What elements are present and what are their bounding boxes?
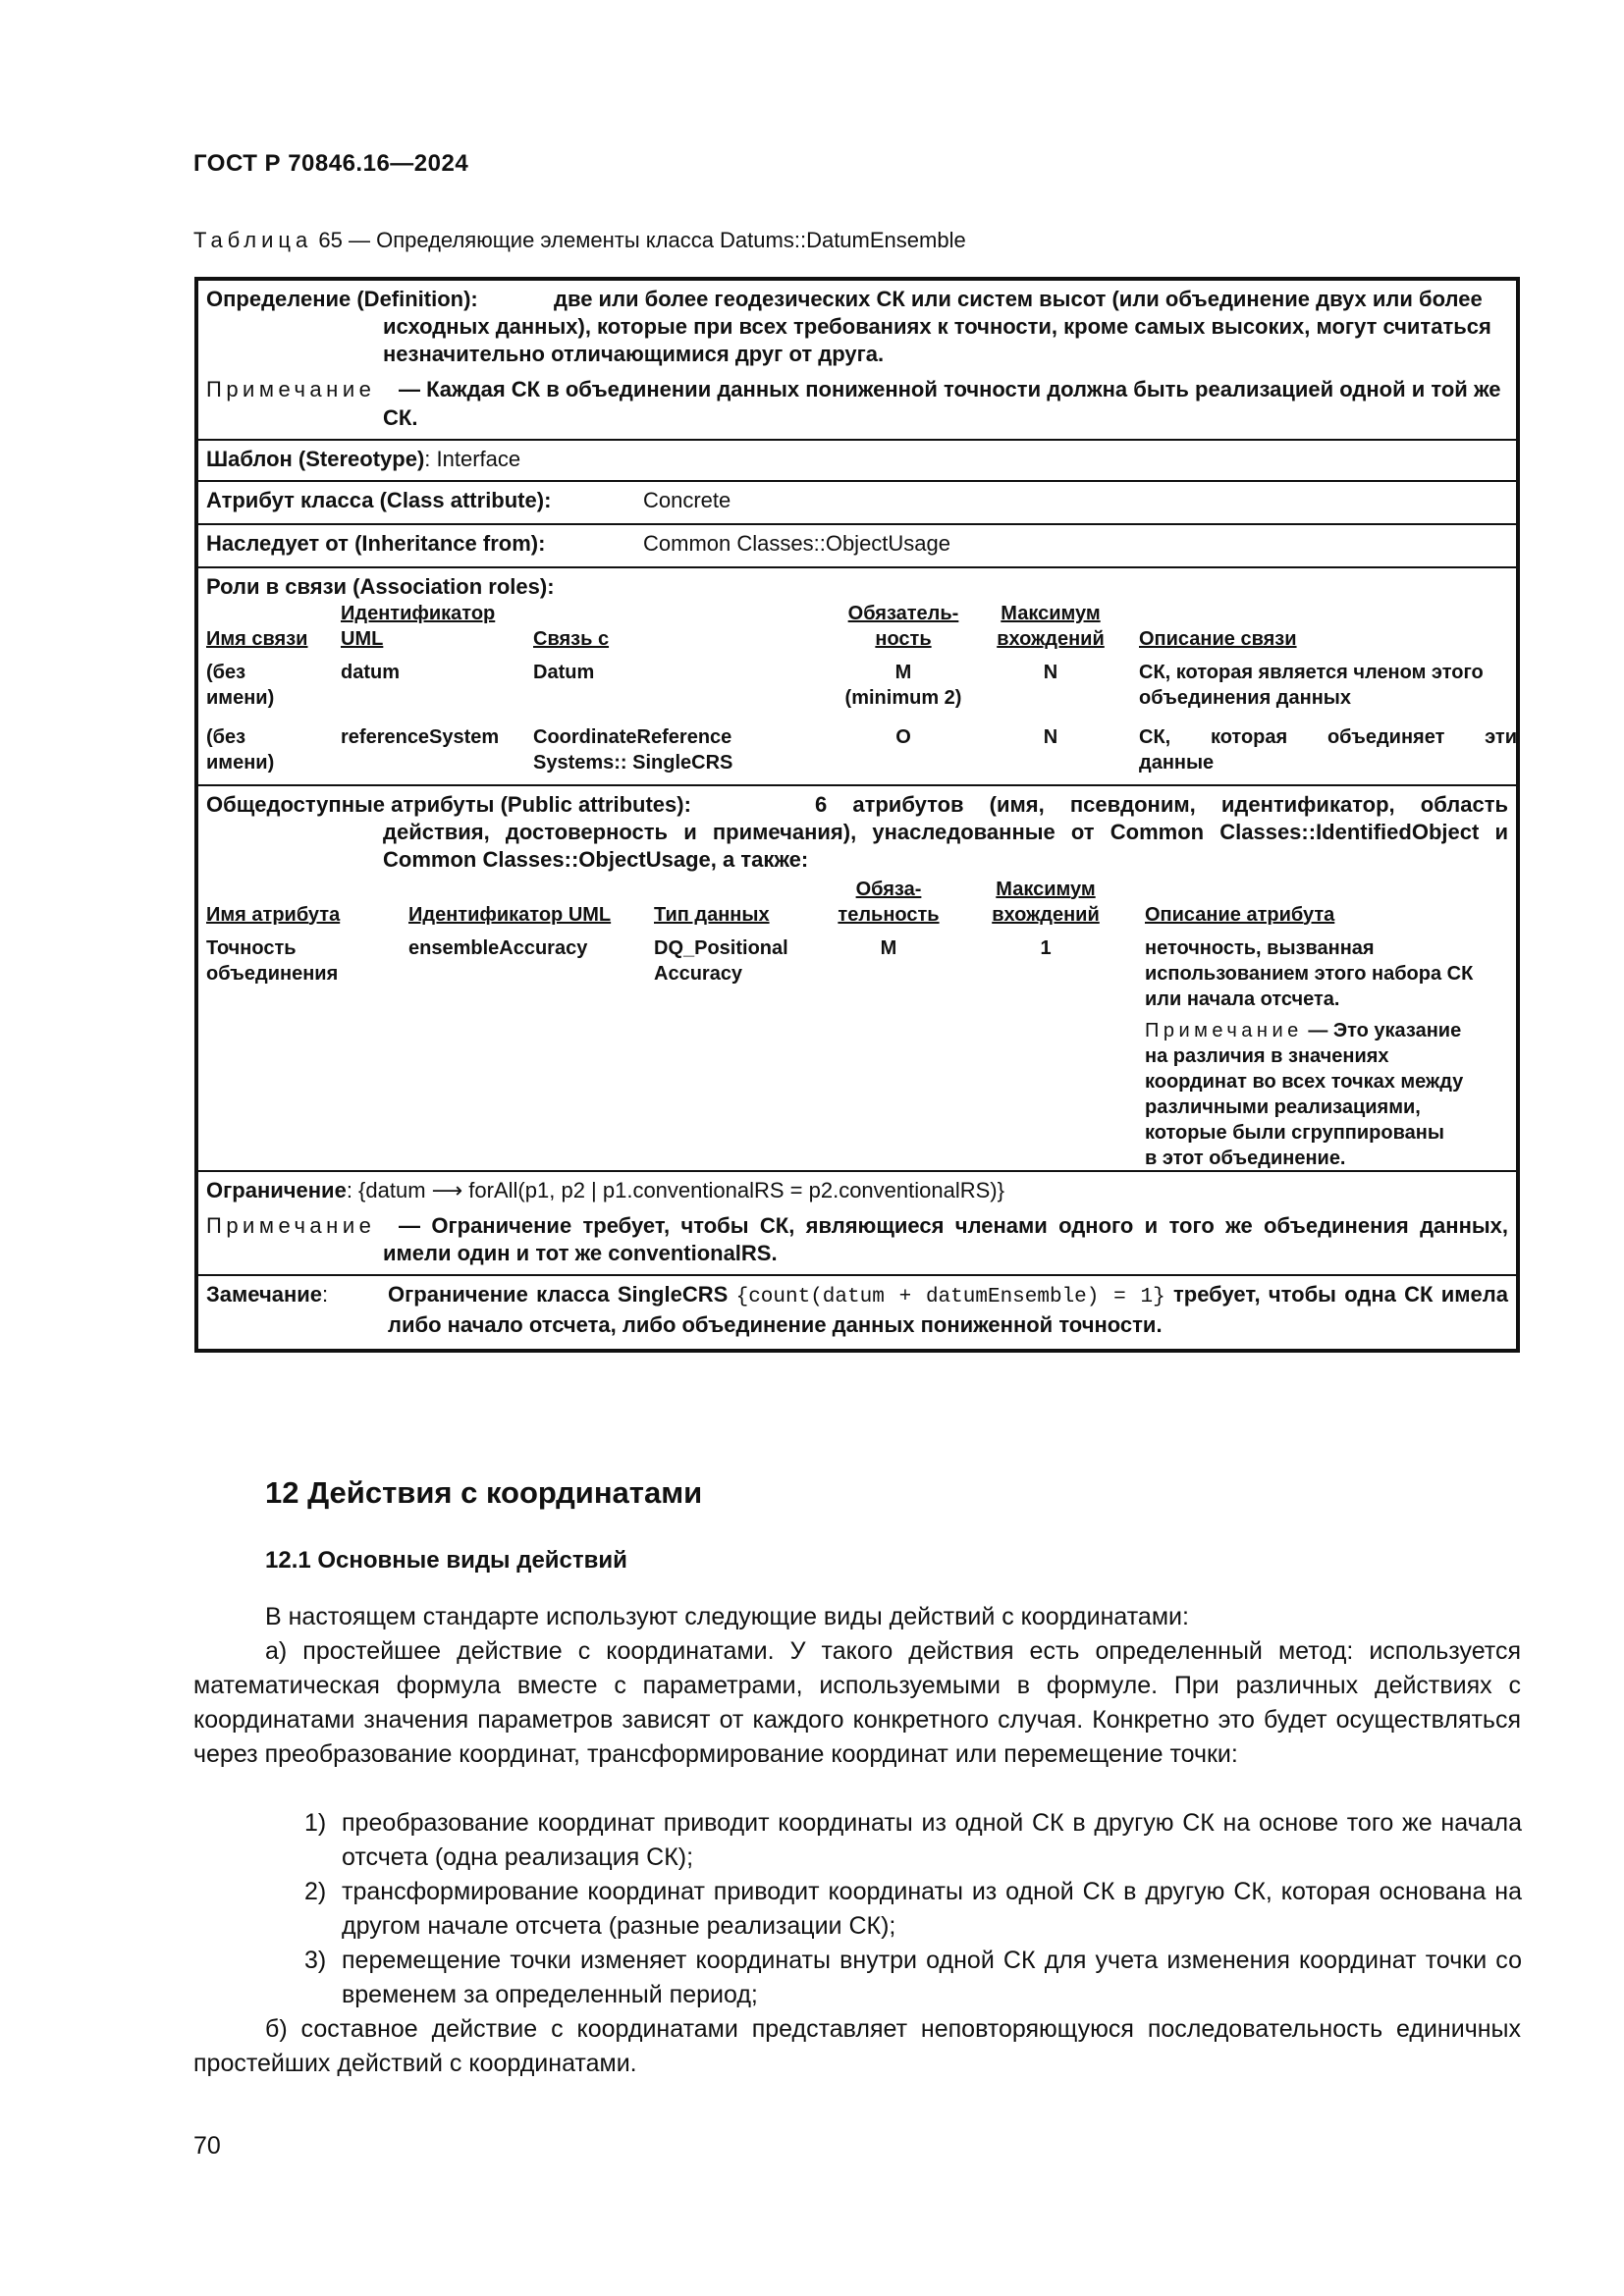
list-item-text: преобразование координат приводит координаты из одной СК в другую СК на основе того же начала отсчета (одна реализация СК);: [342, 1809, 1522, 1871]
list-item: [304, 1875, 1522, 1944]
role-max: N: [1043, 662, 1058, 684]
attrs-col-max-top: Максимум: [996, 878, 1096, 900]
constraint-text: : {datum ⟶ forAll(p1, p2 | p1.conventionalRS = p2.conventionalRS)}: [346, 1177, 1004, 1202]
roles-col-uml: UML: [341, 628, 384, 651]
public-attributes-row: [198, 784, 1516, 1169]
attrs-col-name: Имя атрибута: [206, 903, 341, 926]
role-uml: referenceSystem: [341, 726, 500, 749]
attr-note-line: на различия в значениях: [1145, 1044, 1389, 1067]
attr-uml: ensembleAccuracy: [408, 936, 588, 959]
attr-note-label: Примечание: [1145, 1019, 1303, 1041]
definition-row: [198, 281, 1516, 439]
role-name: (без: [206, 726, 246, 749]
attr-note-line: различными реализациями,: [1145, 1095, 1421, 1118]
remark-colon: :: [322, 1282, 329, 1308]
constraint-note-label: Примечание: [206, 1212, 376, 1238]
attr-desc-line: или начала отсчета.: [1145, 988, 1340, 1010]
roles-col-link: Связь с: [533, 628, 610, 651]
paragraph-b: б) составное действие с координатами представляет неповторяющуюся последовательность единичных простейших действий с координатами.: [193, 2015, 1521, 2077]
inheritance-label: Наследует от (Inheritance from):: [206, 530, 546, 556]
roles-row: [206, 660, 1508, 724]
stereotype-value: : Interface: [424, 446, 521, 471]
role-link-cont: Systems:: SingleCRS: [533, 752, 733, 774]
remark-text: [206, 1281, 1508, 1339]
section-title: 12 Действия с координатами: [265, 1475, 703, 1510]
role-desc: СК, которая является членом этого: [1139, 662, 1484, 684]
roles-col-uml-top: Идентификатор: [341, 603, 496, 625]
public-attributes-label: Общедоступные атрибуты (Public attributes):: [206, 792, 691, 818]
definition-note-label: Примечание: [206, 377, 376, 402]
caption-text: 65 — Определяющие элементы класса Datums::DatumEnsemble: [318, 228, 966, 252]
remark-block: [206, 1281, 1508, 1339]
role-name-cont: имени): [206, 752, 275, 774]
definition-table: [194, 277, 1520, 1353]
public-attributes-block: [206, 791, 1508, 874]
role-oblig-cont: (minimum 2): [844, 687, 962, 710]
attrs-col-max: вхождений: [992, 903, 1100, 926]
role-oblig: M: [894, 662, 912, 684]
definition-note-text: — Каждая СК в объединении данных пониженной точности должна быть реализацией одной и той же СК.: [383, 377, 1501, 430]
remark-row: [198, 1274, 1516, 1349]
attr-name-cont: объединения: [206, 962, 339, 985]
inheritance-row: [198, 523, 1516, 566]
attr-name: Точность: [206, 936, 297, 959]
subsection-title: 12.1 Основные виды действий: [265, 1547, 627, 1574]
table-caption: [193, 228, 966, 253]
role-desc-cont: данные: [1139, 752, 1215, 774]
stereotype-row: [198, 439, 1516, 480]
definition-note: [206, 376, 1508, 431]
attrs-header: [206, 877, 1508, 928]
remark-code: {count(datum + datumEnsemble) = 1}: [735, 1286, 1165, 1309]
role-desc-cont: объединения данных: [1139, 687, 1351, 710]
attr-type: DQ_Positional: [654, 936, 788, 959]
definition-text: две или более геодезических СК или систем высот (или объединение двух или более исходных данных), которые при всех требованиях к точности, кроме самых высоких, могут считаться незначительно отличающимися друг от друга.: [383, 287, 1491, 367]
attrs-col-type: Тип данных: [654, 903, 770, 926]
remark-label: Замечание: [206, 1282, 323, 1308]
role-link: Datum: [533, 662, 595, 684]
inheritance-value: Common Classes::ObjectUsage: [643, 530, 951, 556]
class-attribute-label: Атрибут класса (Class attribute):: [206, 487, 552, 512]
constraint-row: [198, 1170, 1516, 1274]
role-max: N: [1043, 726, 1058, 749]
attrs-col-oblig: тельность: [838, 903, 940, 926]
remark-text-part: требует, чтобы одна СК имела либо начало отсчета, либо объединение данных пониженной точности.: [388, 1282, 1508, 1337]
role-uml: datum: [341, 662, 400, 684]
attr-oblig: M: [880, 936, 897, 959]
attr-note-line: в этот объединение.: [1145, 1147, 1346, 1169]
attr-desc: [1145, 935, 1518, 1171]
attr-note-line: — Это указание: [1308, 1019, 1462, 1041]
attr-type-cont: Accuracy: [654, 962, 743, 985]
role-name-cont: имени): [206, 687, 275, 710]
attrs-row: [206, 935, 1508, 1169]
attrs-col-oblig-top: Обяза-: [855, 878, 922, 900]
roles-col-max-top: Максимум: [1001, 603, 1101, 625]
list-item-text: трансформирование координат приводит координаты из одной СК в другую СК, которая основана на другом начале отсчета (разные реализации СК);: [342, 1878, 1522, 1940]
attr-note-line: координат во всех точках между: [1145, 1070, 1464, 1093]
roles-col-desc: Описание связи: [1139, 628, 1297, 651]
role-desc: СК, которая объединяет эти: [1139, 726, 1517, 749]
roles-row: [206, 724, 1517, 777]
list-item: [304, 1944, 1522, 2012]
role-oblig: O: [895, 726, 911, 749]
public-attributes-text: 6 атрибутов (имя, псевдоним, идентификатор, область действия, достоверность и примечания), унаследованные от Common Classes::IdentifiedObject и Common Classes::ObjectUsage, а также:: [383, 792, 1508, 873]
roles-header: [206, 601, 1508, 654]
role-link: CoordinateReference: [533, 726, 732, 749]
constraint-label: Ограничение: [206, 1177, 347, 1202]
attrs-col-desc: Описание атрибута: [1145, 903, 1335, 926]
attrs-col-uml: Идентификатор UML: [408, 903, 612, 926]
list-item: [304, 1806, 1522, 1875]
list-item-number: 1): [304, 1809, 327, 1837]
association-roles-label: Роли в связи (Association roles):: [206, 573, 555, 599]
constraint-note-text: — Ограничение требует, чтобы СК, являющиеся членами одного и того же объединения данных, имели один и тот же conventionalRS.: [383, 1212, 1508, 1265]
caption-prefix: Таблица: [193, 228, 313, 252]
list-item-text: перемещение точки изменяет координаты внутри одной СК для учета изменения координат точки со временем за определенный период;: [342, 1947, 1522, 2008]
class-attribute-row: [198, 480, 1516, 523]
remark-text-part: Ограничение класса SingleCRS: [388, 1282, 729, 1308]
page-number: 70: [193, 2132, 221, 2160]
constraint-note: [206, 1212, 1508, 1267]
paragraph-intro: В настоящем стандарте используют следующие виды действий с координатами:: [265, 1603, 1189, 1630]
roles-col-max: вхождений: [997, 628, 1105, 651]
roles-col-oblig: ность: [875, 628, 932, 651]
roles-col-name: Имя связи: [206, 628, 308, 651]
list-item-number: 3): [304, 1947, 327, 1974]
attr-desc-line: использованием этого набора СК: [1145, 962, 1474, 985]
definition-block: [206, 286, 1508, 368]
attr-desc-line: неточность, вызванная: [1145, 936, 1375, 959]
role-name: (без: [206, 662, 246, 684]
attr-max: 1: [1040, 936, 1052, 959]
definition-label: Определение (Definition):: [206, 287, 478, 311]
class-attribute-value: Concrete: [643, 487, 731, 512]
roles-col-oblig-top: Обязатель-: [847, 603, 959, 625]
list-item-number: 2): [304, 1878, 327, 1905]
association-roles-row: [198, 566, 1516, 784]
stereotype-label: Шаблон (Stereotype): [206, 446, 425, 471]
attr-note-line: которые были сгруппированы: [1145, 1121, 1444, 1144]
document-header: ГОСТ Р 70846.16—2024: [193, 150, 469, 177]
paragraph-a: а) простейшее действие с координатами. У такого действия есть определенный метод: используется математическая формула вместе с параметрами, используемыми в формуле. При различных действиях с координатами значения параметров зависят от каждого конкретного случая. Конкретно это будет осуществляться через преобразование координат, трансформирование координат или перемещение точки:: [193, 1637, 1521, 1768]
